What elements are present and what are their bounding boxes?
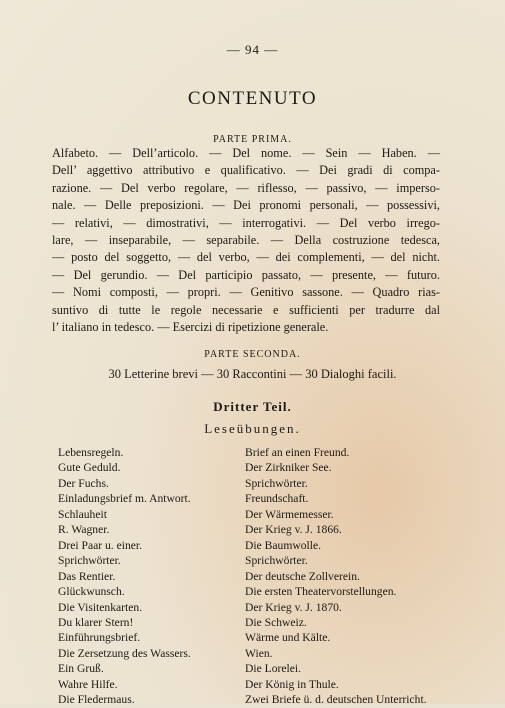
list-item: Freundschaft. [245,492,309,506]
list-item: Die Lorelei. [245,662,302,676]
list-item: Glückwunsch. [58,585,125,599]
list-item: Drei Paar u. einer. [58,538,143,552]
list-item: Die Fledermaus. [58,693,135,707]
reading-list-right [245,445,465,708]
list-item: Der König in Thule. [245,677,339,691]
reading-list-left [58,445,238,708]
part-three-heading: Dritter Teil. [213,399,292,414]
list-item: Einladungsbrief m. Antwort. [58,492,191,506]
paragraph-line: Dell’ aggettivo attributivo e qualificativo. — Dei gradi di compa- [52,163,440,178]
part-two-text: 30 Letterine brevi — 30 Raccontini — 30 Dialoghi facili. [108,367,397,381]
list-item: Das Rentier. [58,569,116,583]
list-item: R. Wagner. [58,523,110,537]
list-item: Der Krieg v. J. 1870. [245,600,342,614]
list-item: Die Visitenkarten. [58,600,143,614]
part-one-paragraph [52,145,440,336]
list-item: Der deutsche Zollverein. [245,569,360,583]
part-two-heading: PARTE SECONDA. [204,349,301,360]
page-number: — 94 — [226,42,279,57]
list-item: Die Schweiz. [245,615,307,629]
part-three-subheading: Leseübungen. [204,421,301,436]
paragraph-line: — posto del soggetto, — del verbo, — dei complementi, — del nicht. [52,250,440,265]
list-item: Lebensregeln. [58,446,124,459]
list-item: Zwei Briefe ü. d. deutschen Unterricht. [245,693,427,707]
paragraph-line: — relativi, — dimostrativi, — interrogativi. — Del verbo irrego- [52,215,440,230]
paragraph-line: nale. — Delle preposizioni. — Dei pronomi personali, — possessivi, [52,198,440,213]
paragraph-line: Alfabeto. — Dell’articolo. — Del nome. — Sein — Haben. — [52,146,440,160]
list-item: Ein Gruß. [58,662,104,676]
list-item: Der Krieg v. J. 1866. [245,523,342,537]
list-item: Wärme und Kälte. [245,631,331,645]
list-item: Sprichwörter. [58,554,121,568]
part-one-heading: PARTE PRIMA. [213,134,292,145]
list-item: Der Fuchs. [58,476,109,490]
list-item: Die Zersetzung des Wassers. [58,646,191,660]
list-item: Brief an einen Freund. [245,446,350,459]
list-item: Die Baumwolle. [245,538,321,552]
list-item: Gute Geduld. [58,461,121,475]
list-item: Der Wärmemesser. [245,507,334,521]
paragraph-line: suntivo di tutte le regole necessarie e sufficienti per tradurre dal [52,302,440,317]
list-item: Die ersten Theatervorstellungen. [245,585,397,599]
paragraph-line: — Nomi composti, — propri. — Genitivo sassone. — Quadro rias- [52,285,440,300]
list-item: Sprichwörter. [245,554,308,568]
page-title: CONTENUTO [187,88,318,109]
paragraph-line: l’ italiano in tedesco. — Esercizi di ripetizione generale. [52,320,329,335]
paragraph-line: lare, — inseparabile, — separabile. — Della costruzione tedesca, [52,233,440,248]
paragraph-line: razione. — Del verbo regolare, — riflesso, — passivo, — imperso- [52,180,440,195]
list-item: Schlauheit [58,507,107,521]
list-item: Einführungsbrief. [58,631,141,645]
list-item: Du klarer Stern! [58,615,134,629]
list-item: Wahre Hilfe. [58,677,118,691]
paragraph-line: — Del gerundio. — Del participio passato, — presente, — futuro. [52,267,440,282]
list-item: Sprichwörter. [245,476,308,490]
list-item: Wien. [245,646,273,660]
list-item: Der Zirkniker See. [245,461,332,475]
